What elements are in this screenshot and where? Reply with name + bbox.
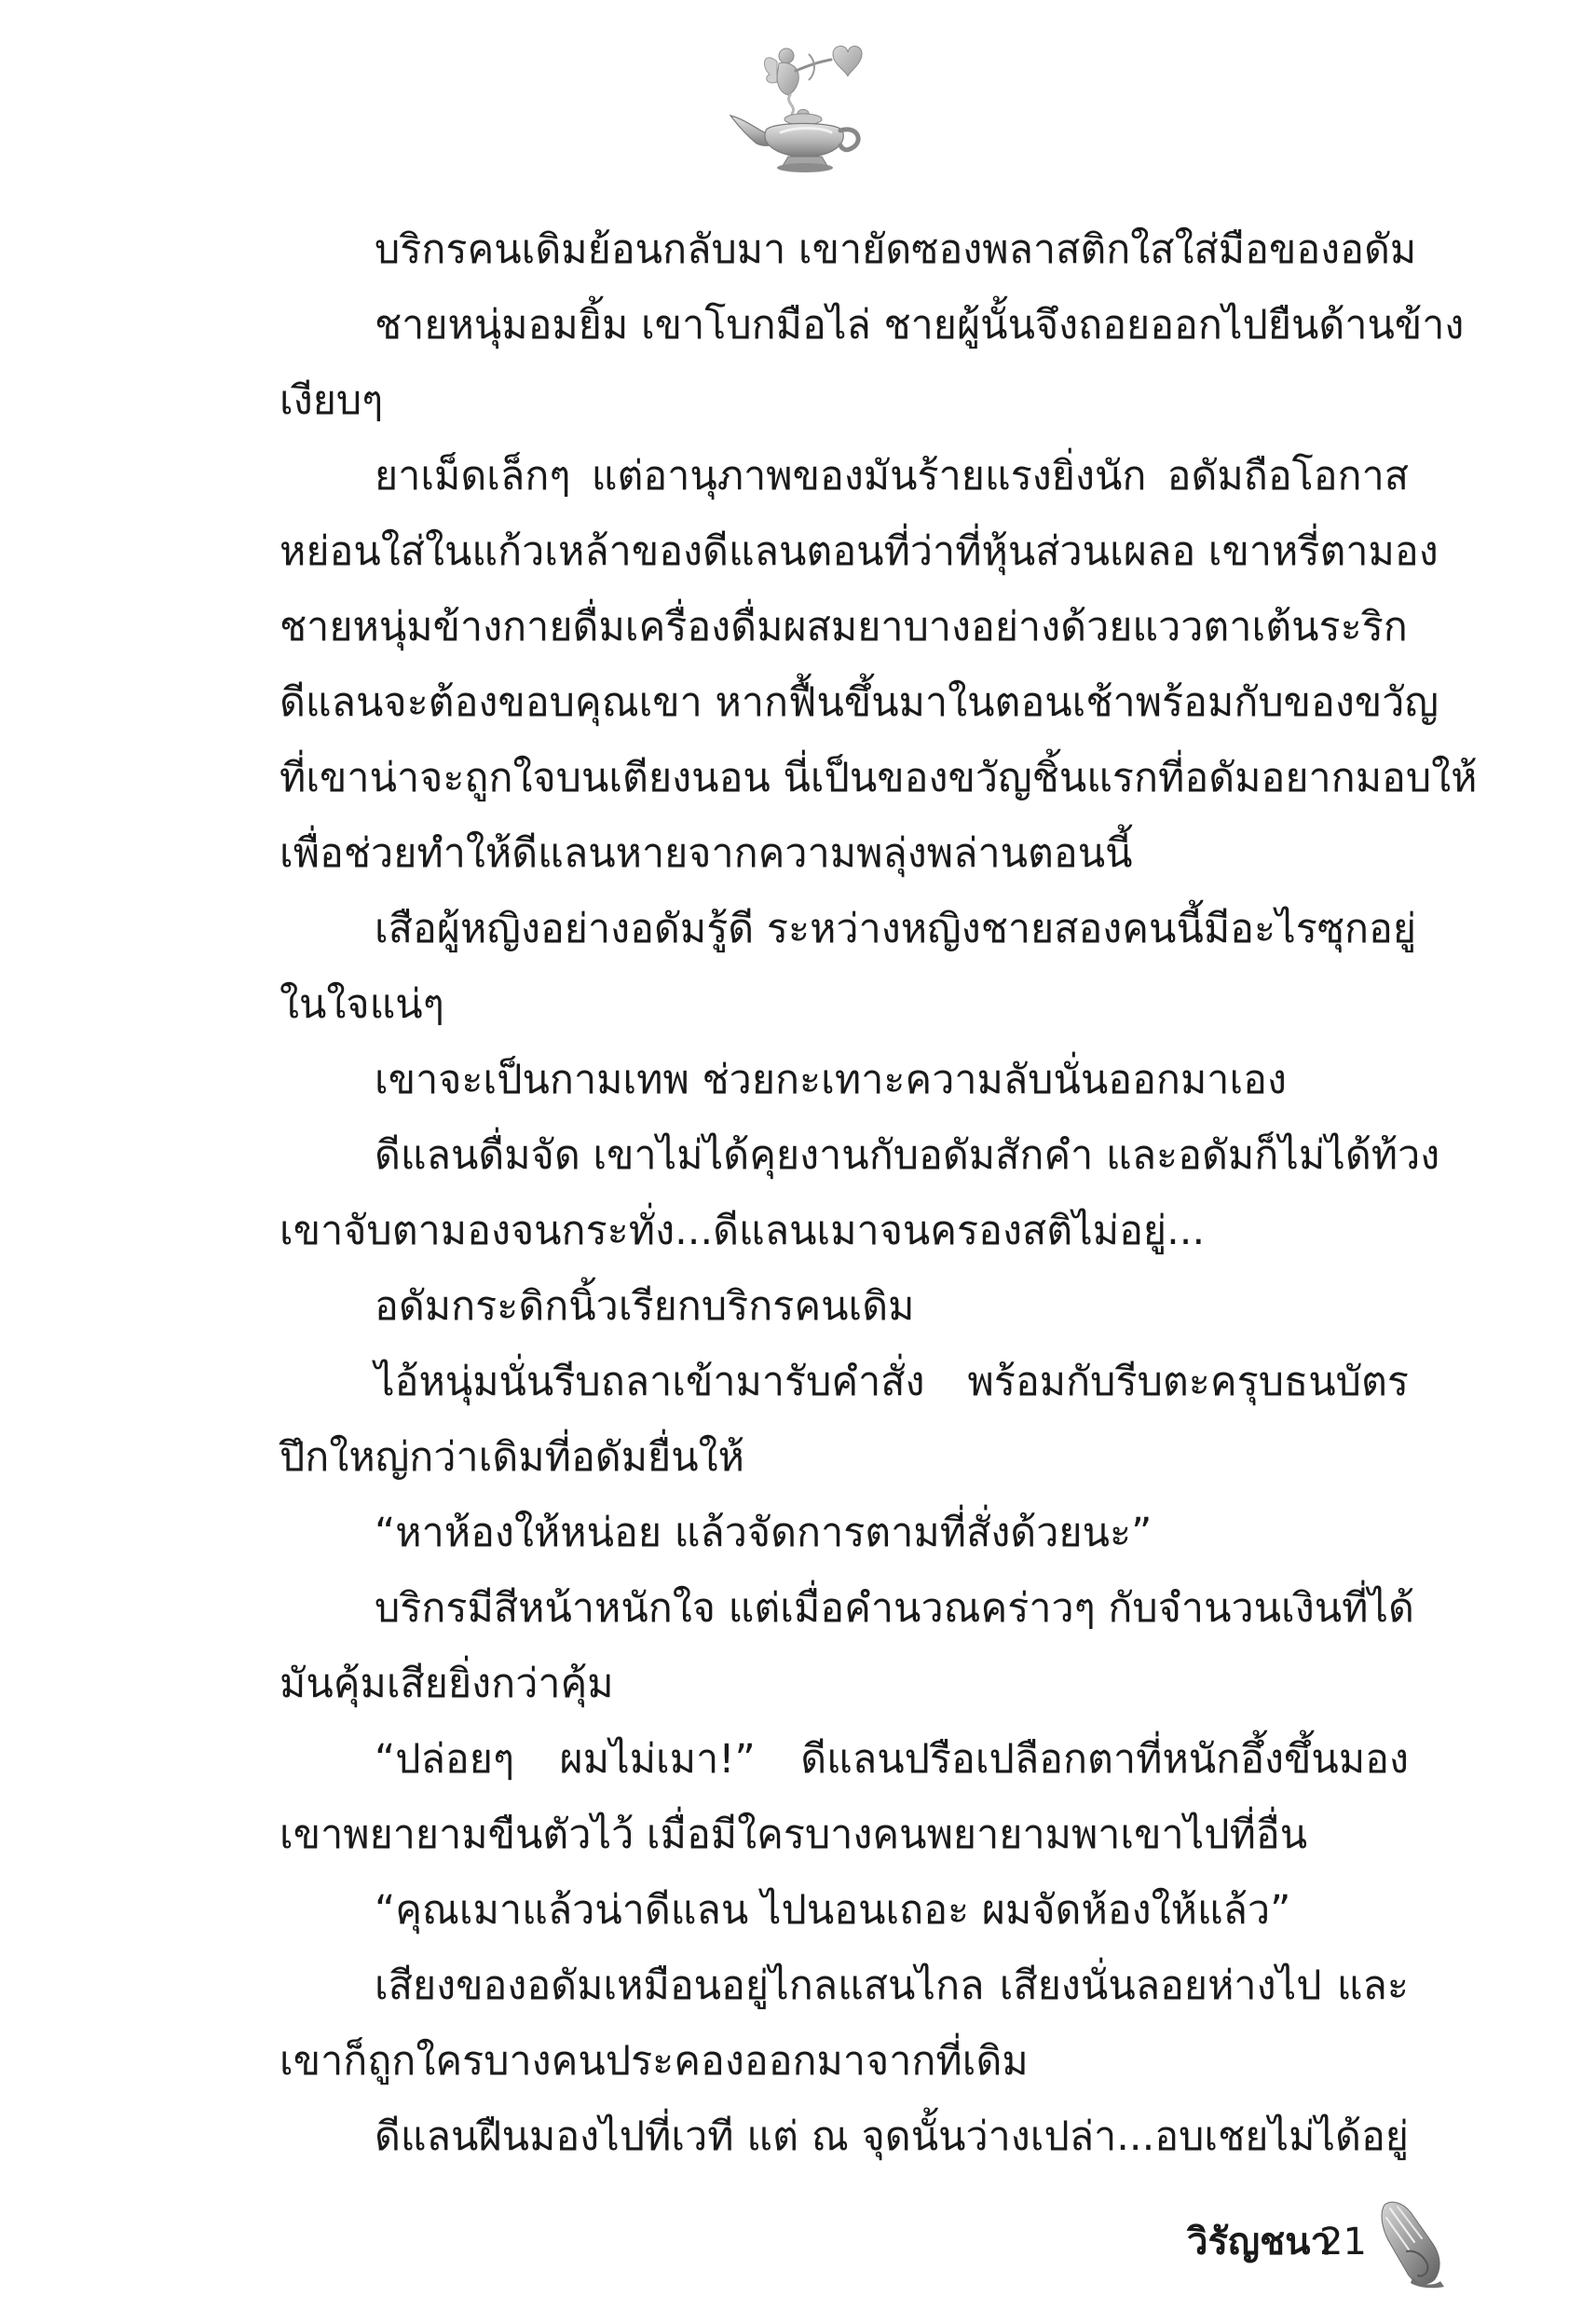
text-line: ชายหนุ่มอมยิ้ม เขาโบกมือไล่ ชายผู้นั้นจึงถอยออกไปยืนด้านข้าง: [375, 302, 1465, 349]
text-line: เขาจับตามองจนกระทั่ง...ดีแลนเมาจนครองสติไม่อยู่...: [280, 1208, 1206, 1254]
book-title: วิรัญชนา: [1187, 2221, 1331, 2263]
paragraph: [280, 439, 1478, 892]
page-number: 21: [1319, 2221, 1367, 2263]
text-line: ไอ้หนุ่มนั่นรีบถลาเข้ามารับคำสั่ง พร้อมกับรีบตะครุบธนบัตร: [375, 1359, 1409, 1405]
body-text: [280, 212, 1478, 2175]
paragraph: [280, 1496, 1409, 1571]
paragraph: [280, 288, 1465, 439]
paragraph: [280, 1043, 1409, 1118]
text-line: บริกรคนเดิมย้อนกลับมา เขายัดซองพลาสติกใสใส่มือของอดัม: [375, 226, 1417, 273]
text-line: “ปล่อยๆ ผมไม่เมา!” ดีแลนปรือเปลือกตาที่หนักอึ้งขึ้นมอง: [375, 1736, 1409, 1783]
text-line: “คุณเมาแล้วน่าดีแลน ไปนอนเถอะ ผมจัดห้องให้แล้ว”: [375, 1887, 1291, 1934]
text-line: เพื่อช่วยทำให้ดีแลนหายจากความพลุ่งพล่านตอนนี้: [280, 830, 1133, 877]
text-line: เขาก็ถูกใครบางคนประคองออกมาจากที่เดิม: [280, 2038, 1029, 2085]
paragraph: [280, 1118, 1440, 1269]
paragraph: [280, 1269, 1409, 1345]
paragraph: [280, 212, 1417, 288]
praying-hands-icon: [1375, 2195, 1448, 2289]
text-line: เขาพยายามขืนตัวไว้ เมื่อมีใครบางคนพยายามพาเขาไปที่อื่น: [280, 1812, 1308, 1858]
text-line: ชายหนุ่มข้างกายดื่มเครื่องดื่มผสมยาบางอย่างด้วยแววตาเต้นระริก: [280, 604, 1408, 650]
text-line: ที่เขาน่าจะถูกใจบนเตียงนอน นี่เป็นของขวัญชิ้นแรกที่อดัมอยากมอบให้: [280, 755, 1478, 801]
text-line: ในใจแน่ๆ: [280, 981, 444, 1028]
text-line: ดีแลนดื่มจัด เขาไม่ได้คุยงานกับอดัมสักคำ และอดัมก็ไม่ได้ท้วง: [375, 1132, 1440, 1179]
paragraph: [280, 1722, 1409, 1873]
paragraph: [280, 1571, 1414, 1722]
text-line: หย่อนใส่ในแก้วเหล้าของดีแลนตอนที่ว่าที่หุ้นส่วนเผลอ เขาหรี่ตามอง: [280, 528, 1439, 575]
paragraph: [280, 2099, 1409, 2175]
text-line: ยาเม็ดเล็กๆ แต่อานุภาพของมันร้ายแรงยิ่งนัก อดัมถือโอกาส: [375, 453, 1409, 499]
text-line: “หาห้องให้หน่อย แล้วจัดการตามที่สั่งด้วยนะ”: [375, 1510, 1153, 1556]
lamp-cupid-ornament: [723, 34, 872, 179]
text-line: ดีแลนฝืนมองไปที่เวที แต่ ณ จุดนั้นว่างเปล่า...อบเชยไม่ได้อยู่: [375, 2113, 1409, 2160]
text-line: อดัมกระดิกนิ้วเรียกบริกรคนเดิม: [375, 1283, 915, 1330]
text-line: เงียบๆ: [280, 377, 384, 424]
paragraph: [280, 1345, 1409, 1496]
text-line: เสือผู้หญิงอย่างอดัมรู้ดี ระหว่างหญิงชายสองคนนี้มีอะไรซุกอยู่: [375, 906, 1417, 952]
paragraph: [280, 1949, 1409, 2099]
text-line: เขาจะเป็นกามเทพ ช่วยกะเทาะความลับนั่นออกมาเอง: [375, 1057, 1287, 1103]
text-line: เสียงของอดัมเหมือนอยู่ไกลแสนไกล เสียงนั่นลอยห่างไป และ: [375, 1962, 1409, 2009]
text-line: ดีแลนจะต้องขอบคุณเขา หากฟื้นขึ้นมาในตอนเช้าพร้อมกับของขวัญ: [280, 679, 1439, 726]
text-line: บริกรมีสีหน้าหนักใจ แต่เมื่อคำนวณคร่าวๆ กับจำนวนเงินที่ได้: [375, 1585, 1414, 1632]
text-line: มันคุ้มเสียยิ่งกว่าคุ้ม: [280, 1661, 614, 1707]
paragraph: [280, 892, 1417, 1043]
text-line: ปึกใหญ่กว่าเดิมที่อดัมยื่นให้: [280, 1434, 744, 1481]
page-footer: [1155, 2192, 1463, 2294]
paragraph: [280, 1873, 1409, 1949]
